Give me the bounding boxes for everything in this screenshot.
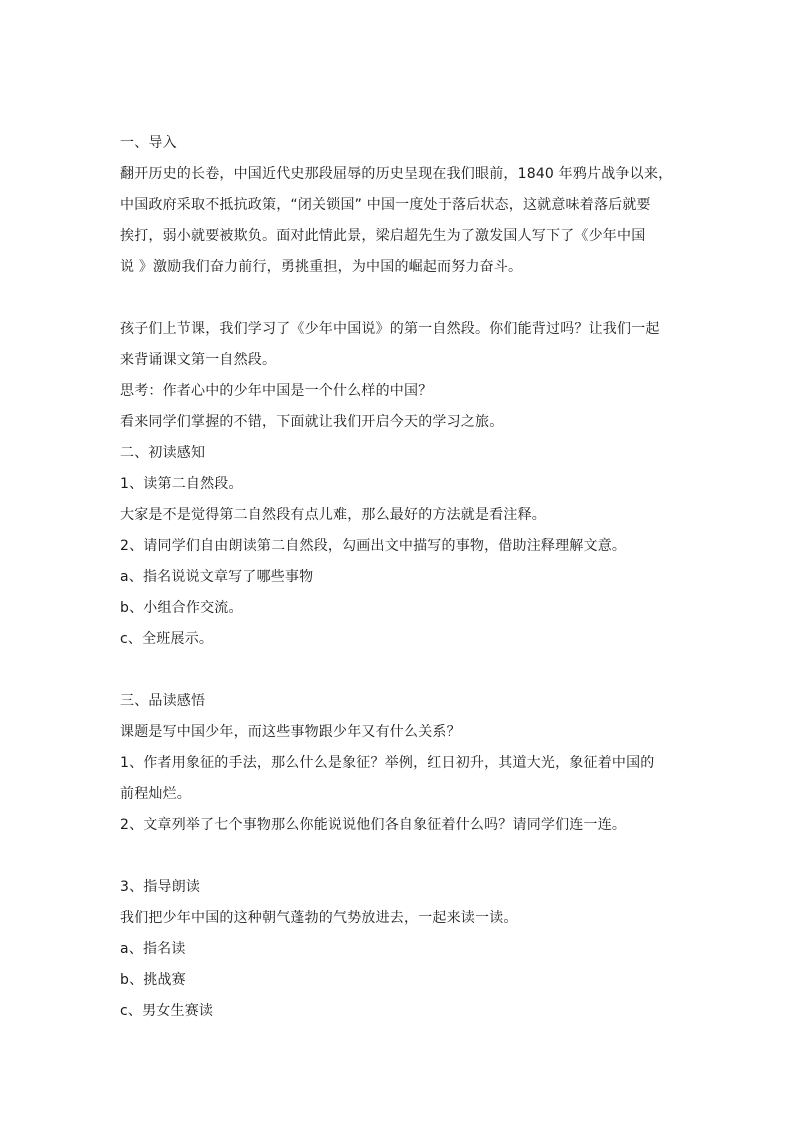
list-item: 3、指导朗读 bbox=[120, 879, 201, 895]
sub-list-item: b、挑战赛 bbox=[120, 972, 186, 988]
sub-list-item: c、全班展示。 bbox=[120, 631, 214, 647]
heading-first-reading: 二、初读感知 bbox=[120, 445, 206, 461]
blank-line bbox=[120, 841, 680, 872]
sub-list-item: c、男女生赛读 bbox=[120, 1003, 214, 1019]
list-item: 2、请同学们自由朗读第二自然段，勾画出文中描写的事物，借助注释理解文意。 bbox=[120, 538, 627, 554]
blank-line bbox=[120, 283, 680, 314]
sub-list-item: a、指名读 bbox=[120, 941, 186, 957]
list-item: 1、作者用象征的手法，那么什么是象征？举例，红日初升，其道大光，象征着中国的 bbox=[120, 755, 655, 771]
list-item: 2、文章列举了七个事物那么你能说说他们各自象征着什么吗？请同学们连一连。 bbox=[120, 817, 627, 833]
paragraph-line: 挨打，弱小就要被欺负。面对此情此景，梁启超先生为了激发国人写下了《少年中国 bbox=[120, 228, 646, 244]
paragraph-line: 大家是不是觉得第二自然段有点儿难，那么最好的方法就是看注释。 bbox=[120, 507, 546, 523]
heading-introduction: 一、导入 bbox=[120, 135, 177, 151]
paragraph-line: 翻开历史的长卷，中国近代史那段屈辱的历史呈现在我们眼前，1840 年鸦片战争以来， bbox=[120, 166, 673, 182]
paragraph-line: 来背诵课文第一自然段。 bbox=[120, 352, 277, 368]
paragraph-line: 我们把少年中国的这种朝气蓬勃的气势放进去，一起来读一读。 bbox=[120, 910, 518, 926]
paragraph-line: 孩子们上节课，我们学习了《少年中国说》的第一自然段。你们能背过吗？让我们一起 bbox=[120, 321, 660, 337]
paragraph-line: 看来同学们掌握的不错，下面就让我们开启今天的学习之旅。 bbox=[120, 414, 504, 430]
paragraph-line: 前程灿烂。 bbox=[120, 786, 191, 802]
paragraph-line: 中国政府采取不抵抗政策，“闭关锁国” 中国一度处于落后状态，这就意味着落后就要 bbox=[120, 197, 651, 213]
paragraph-line: 课题是写中国少年，而这些事物跟少年又有什么关系？ bbox=[120, 724, 461, 740]
sub-list-item: a、指名说说文章写了哪些事物 bbox=[120, 569, 314, 585]
list-item: 1、读第二自然段。 bbox=[120, 476, 243, 492]
paragraph-line: 说 》激励我们奋力前行，勇挑重担，为中国的崛起而努力奋斗。 bbox=[120, 259, 523, 275]
thinking-question: 思考：作者心中的少年中国是一个什么样的中国？ bbox=[120, 383, 433, 399]
document-body bbox=[120, 128, 680, 1027]
blank-line bbox=[120, 655, 680, 686]
sub-list-item: b、小组合作交流。 bbox=[120, 600, 243, 616]
heading-close-reading: 三、品读感悟 bbox=[120, 693, 206, 709]
